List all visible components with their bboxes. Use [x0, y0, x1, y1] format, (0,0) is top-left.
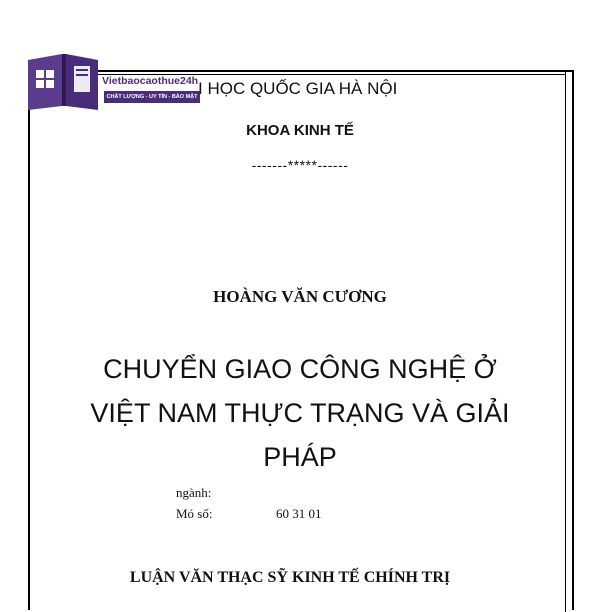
university-name: I HỌC QUỐC GIA HÀ NỘI: [198, 79, 398, 98]
page-border-inner-right: [565, 72, 566, 612]
title-line: CHUYỂN GIAO CÔNG NGHỆ Ở: [103, 354, 497, 384]
book-icon: [26, 52, 106, 112]
title-line: PHÁP: [263, 442, 337, 472]
code-label: Mó số:: [176, 506, 213, 521]
thesis-title: [30, 347, 570, 479]
degree-title: LUẬN VĂN THẠC SỸ KINH TẾ CHÍNH TRỊ: [129, 569, 451, 586]
logo-tagline: CHẤT LƯỢNG - UY TÍN - BẢO MẬT: [104, 91, 200, 103]
specialization-label: ngành:: [176, 485, 212, 500]
faculty-name: KHOA KINH TẾ: [246, 122, 354, 139]
logo-brand-text: Vietbaocaothue24h: [102, 75, 199, 87]
author-name: HOÀNG VĂN CƯƠNG: [213, 287, 387, 306]
code-value: 60 31 01: [276, 506, 322, 521]
page-border: [28, 70, 574, 610]
title-line: VIỆT NAM THỰC TRẠNG VÀ GIẢI: [90, 398, 510, 428]
decorative-divider: -------*****------: [251, 157, 349, 173]
logo: [26, 52, 206, 112]
